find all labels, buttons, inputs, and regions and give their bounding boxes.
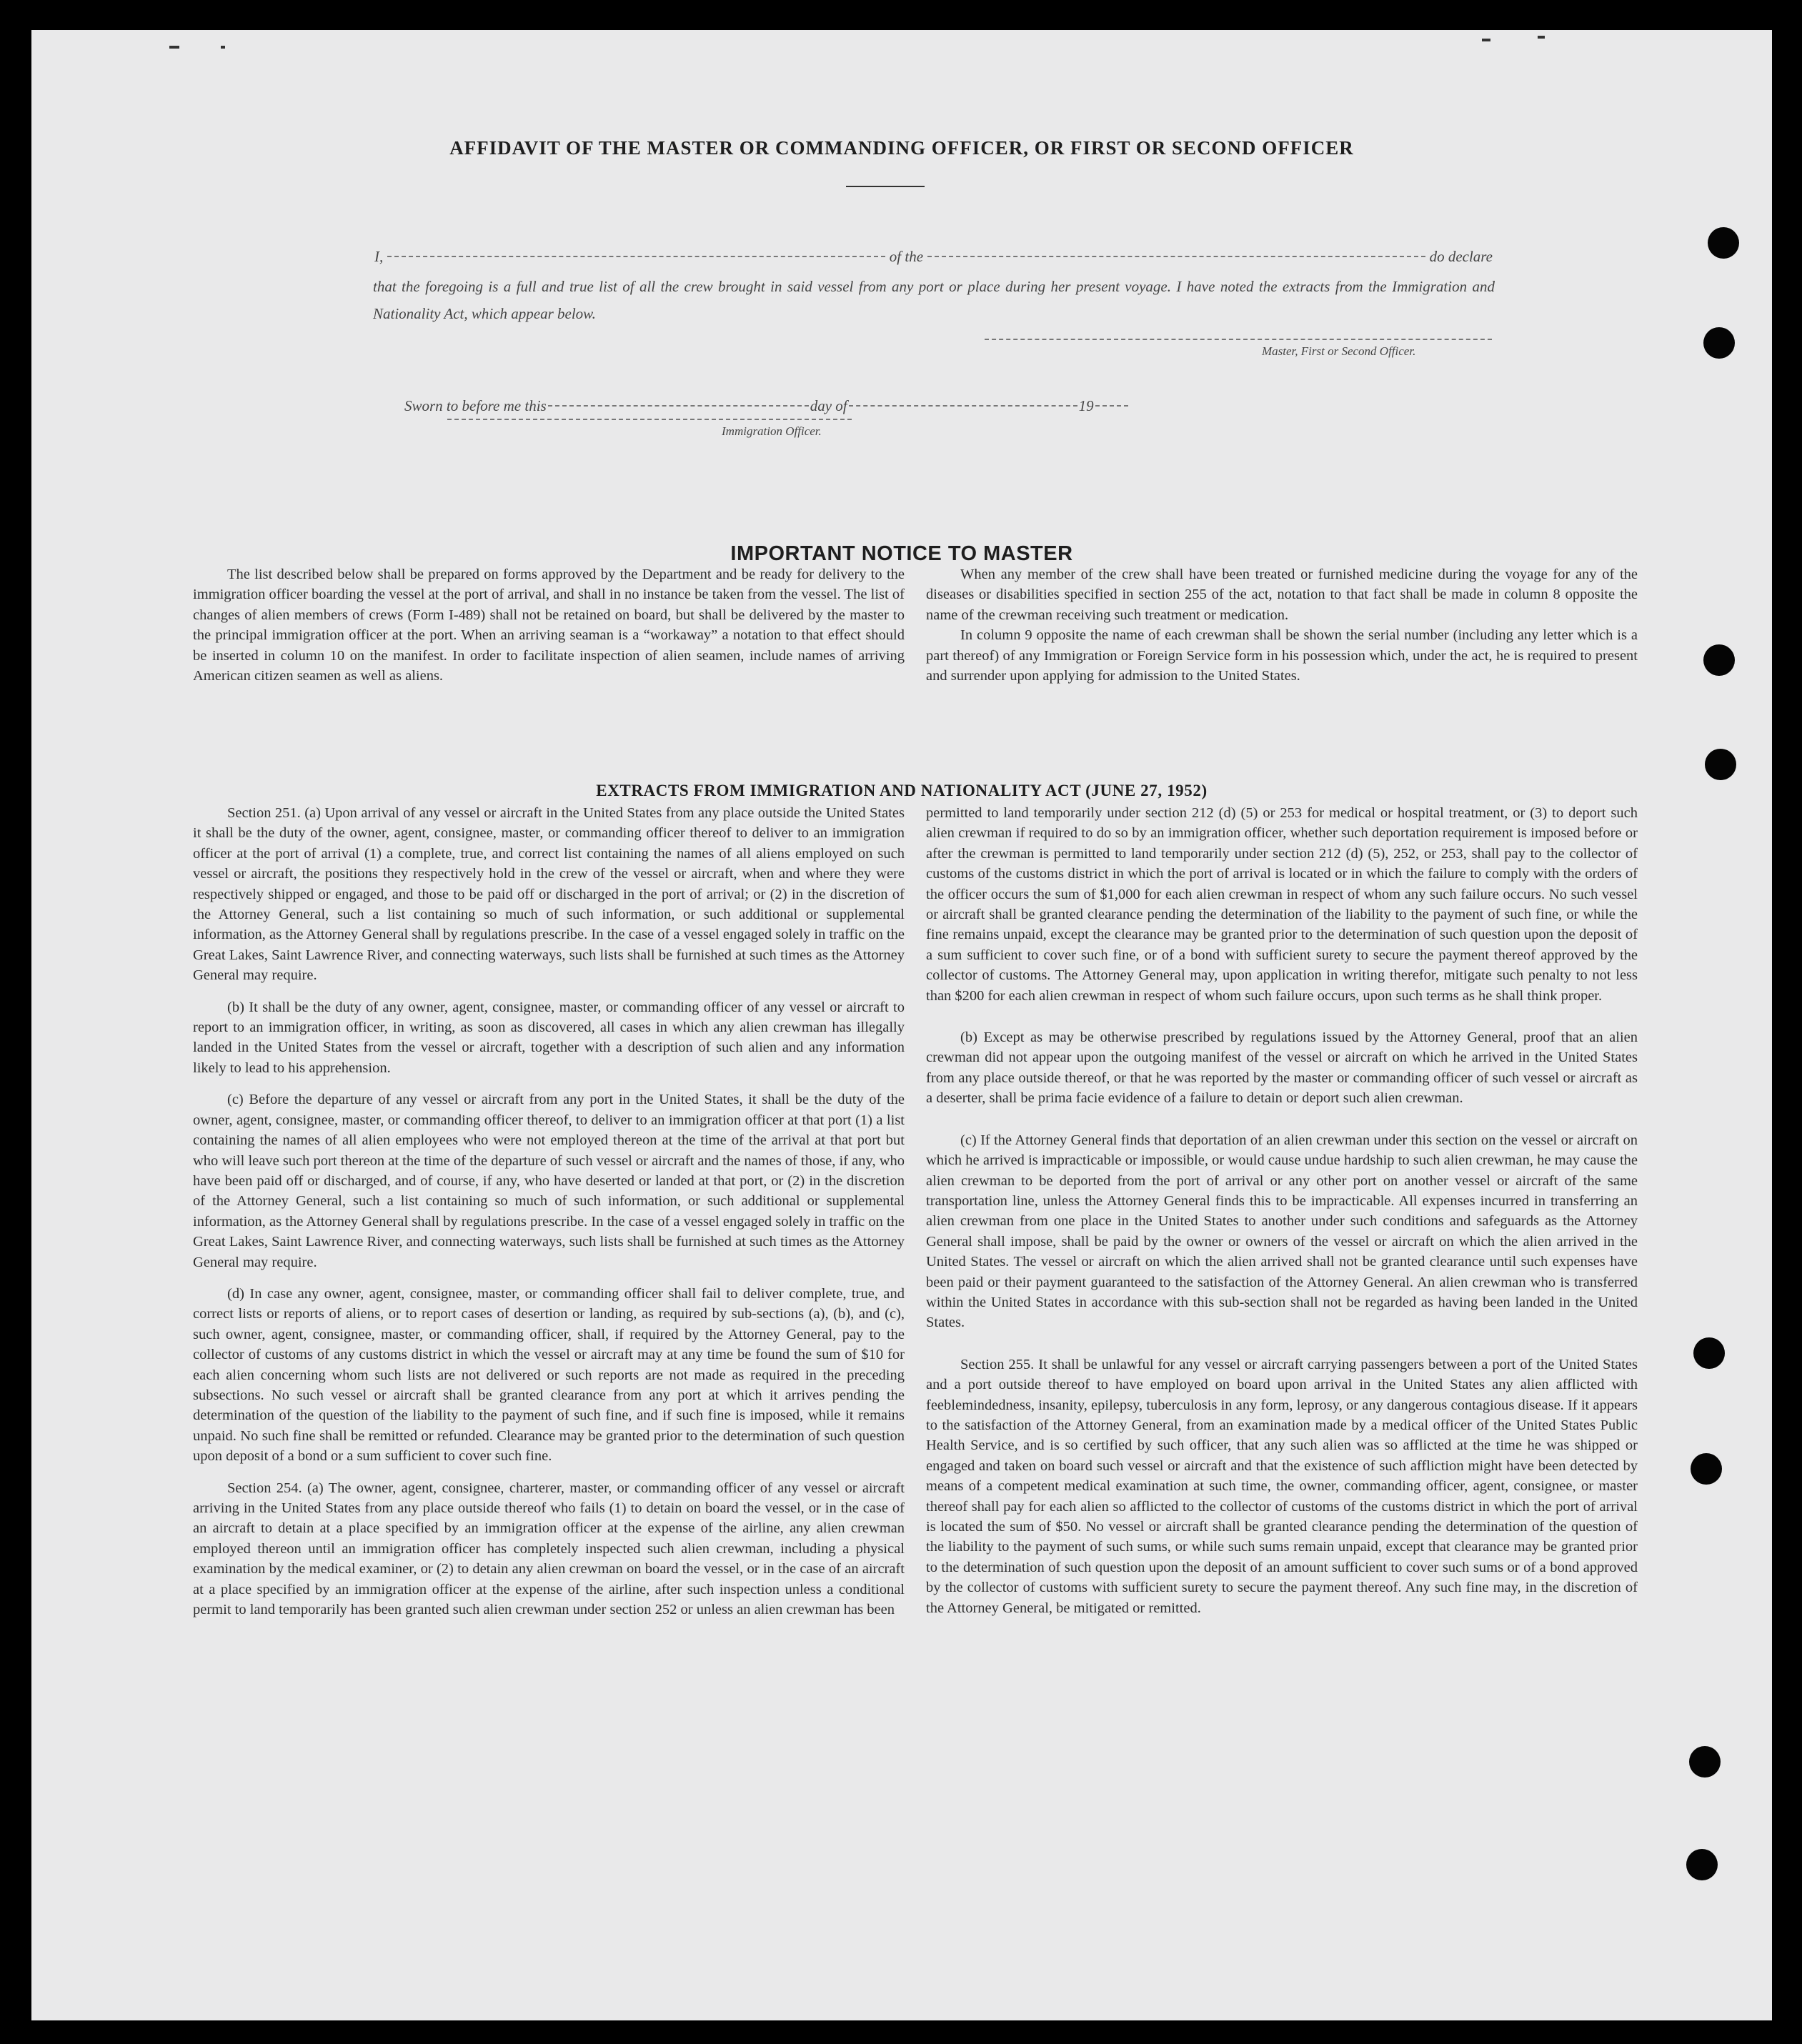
scan-speck [221, 46, 225, 49]
sworn-day-blank[interactable] [548, 405, 809, 407]
punch-hole [1708, 227, 1739, 259]
punch-hole [1703, 644, 1735, 676]
name-blank[interactable] [387, 256, 885, 257]
punch-hole [1703, 327, 1735, 359]
do-declare-label: do declare [1429, 248, 1493, 265]
sworn-year-blank[interactable] [1095, 405, 1128, 407]
vessel-blank[interactable] [927, 256, 1425, 257]
extracts-right-column [926, 803, 1638, 1618]
extracts-title: EXTRACTS FROM IMMIGRATION AND NATIONALITY ACT (JUNE 27, 1952) [596, 782, 1208, 799]
declaration-line [374, 248, 1493, 266]
affidavit-title: AFFIDAVIT OF THE MASTER OR COMMANDING OFFICER, OR FIRST OR SECOND OFFICER [449, 137, 1354, 159]
notice-title: IMPORTANT NOTICE TO MASTER [730, 542, 1073, 565]
punch-hole [1693, 1337, 1725, 1369]
year-label: 19 [1078, 397, 1094, 414]
punch-hole [1705, 749, 1736, 780]
day-of-label: day of [810, 397, 847, 414]
officer-signature-line[interactable] [447, 419, 852, 420]
section-254-a: Section 254. (a) The owner, agent, consignee, charterer, master, or commanding officer of any vessel or aircraft arriving in the United States from any place outside thereof who fails (1) to detain on board the vessel, or in the case of an aircraft to detain at a place specified by an immigration officer at the expense of the airline, any alien crewman employed thereon until an immigration officer has completely inspected such alien crewman, including a physical examination by the medical examiner, or (2) to detain any alien crewman on board the vessel, or in the case of an aircraft at a place specified by an immigration officer at the expense of the airline, after such inspection unless a conditional permit to land temporarily has been granted such alien crewman under section 252 or unless an alien crewman has been [193, 1480, 905, 1618]
scan-speck [1538, 36, 1545, 39]
sworn-line [404, 397, 1190, 415]
notice-right-column [926, 564, 1638, 686]
officer-signature-caption: Immigration Officer. [722, 424, 822, 438]
document-page [31, 30, 1772, 2020]
section-254-c: (c) If the Attorney General finds that deportation of an alien crewman under this section on the vessel or aircraft on which he arrived is impracticable or impossible, or would cause undue hardship to such alien crewman, he may cause the alien crewman to be deported from the port of arrival or any other port on another vessel or aircraft of the same transportation line, unless the Attorney General finds this to be impracticable. All expenses incurred in transferring an alien crewman from one place in the United States to another under such conditions and safeguards as the Attorney General shall impose, shall be paid by the owner or owners of the vessel or aircraft on which the alien arrived in the United States. The vessel or aircraft on which the alien arrived shall not be granted clearance until such expenses have been paid or their payment guaranteed to the satisfaction of the Attorney General. An alien crewman who is transferred within the United States in accordance with this sub-section shall not be regarded as having been landed in the United States. [926, 1132, 1638, 1331]
master-signature-line[interactable] [985, 339, 1492, 340]
section-251-a: Section 251. (a) Upon arrival of any vessel or aircraft in the United States from any place outside the United States it shall be the duty of the owner, agent, consignee, master, or commanding officer thereof to deliver to an immigration officer at the port of arrival (1) a complete, true, and correct list containing the names of all aliens employed on such vessel or aircraft, the positions they respectively hold in the crew of the vessel or aircraft, when and where they were respectively shipped or engaged, and those to be paid off or discharged in the port of arrival; or (2) in the discretion of the Attorney General, such a list containing so much of such information, or such additional or supplemental information, as the Attorney General shall by regulations prescribe. In the case of a vessel engaged solely in traffic on the Great Lakes, Saint Lawrence River, and connecting waterways, such lists shall be furnished at such times as the Attorney General may require. [193, 805, 905, 984]
notice-paragraph: In column 9 opposite the name of each crewman shall be shown the serial number (including any letter which is a part thereof) of any Immigration or Foreign Service form in his possession which, under the act, he is required to present and surrender upon applying for admission to the United States. [926, 627, 1638, 684]
extracts-left-column [193, 803, 905, 1620]
of-the-label: of the [889, 248, 924, 265]
sworn-label: Sworn to before me this [404, 397, 547, 414]
sworn-month-blank[interactable] [849, 405, 1077, 407]
section-255: Section 255. It shall be unlawful for any vessel or aircraft carrying passengers between a port of the United States and a port outside thereof to have employed on board upon arrival in the United States any alien afflicted with feeblemindedness, insanity, epilepsy, tuberculosis in any form, leprosy, or any dangerous contagious disease. If it appears to the satisfaction of the Attorney General, from an examination made by a medical officer of the United States Public Health Service, and is so certified by such officer, that any such alien was so afflicted at the time he was shipped or engaged and taken on board such vessel or aircraft and that the existence of such affliction might have been detected by means of a competent medical examination at such time, the owner, commanding officer, agent, consignee, or master thereof shall pay for each alien so afflicted to the collector of customs of the customs district in which the port of arrival is located the sum of $50. No vessel or aircraft shall be granted clearance pending the determination of the question of the liability to the payment of such sums, or while such sums remain unpaid, except that clearance may be granted prior to the determination of such question upon the deposit of an amount sufficient to cover such sums or of a bond approved by the collector of customs with sufficient surety to secure the payment thereof. Any such fine may, in the discretion of the Attorney General, be mitigated or remitted. [926, 1356, 1638, 1616]
section-251-c: (c) Before the departure of any vessel or aircraft from any port in the United States, it shall be the duty of the owner, agent, consignee, master, or commanding officer thereof, to deliver to an immigration officer at that port (1) a list containing the names of all alien employees who were not employed thereon at the time of the arrival at that port but who will leave such port thereon at the time of the departure of such vessel or aircraft and the names of those, if any, who have been paid off or discharged, and of course, if any, who have deserted or landed at that port, or (2) in the discretion of the Attorney General, such a list containing so much of such information, or such additional or supplemental information, as the Attorney General shall by regulations prescribe. In the case of a vessel engaged solely in traffic on the Great Lakes, Saint Lawrence River, and connecting waterways, such lists shall be furnished at such times as the Attorney General may require. [193, 1092, 905, 1270]
notice-paragraph: When any member of the crew shall have been treated or furnished medicine during the voyage for any of the diseases or disabilities specified in section 255 of the act, notation to that fact shall be made in column 8 opposite the name of the crewman receiving such treatment or medication. [926, 567, 1638, 623]
punch-hole [1691, 1453, 1722, 1485]
scan-speck [1482, 39, 1490, 41]
title-rule [846, 186, 925, 187]
section-251-d: (d) In case any owner, agent, consignee, master, or commanding officer shall fail to deliver complete, true, and correct lists or reports of aliens, or to report cases of desertion or landing, as required by sub-sections (a), (b), and (c), such owner, agent, consignee, master, or commanding officer, shall, if required by the Attorney General, pay to the collector of customs of any customs district in which the vessel or aircraft may at any time be found the sum of $10 for each alien concerning whom such lists are not delivered or such reports are not made as required in the preceding subsections. No such vessel or aircraft shall be granted clearance from any port at which it arrives pending the determination of the question of the liability to the payment of such fine, and if such fine is imposed, while it remains unpaid. No such fine shall be remitted or refunded. Clearance may be granted prior to the determination of such question upon deposit of a bond or a sum sufficient to cover such fine. [193, 1285, 905, 1465]
notice-left-column [193, 564, 905, 686]
punch-hole [1686, 1849, 1718, 1880]
i-label: I, [374, 248, 384, 265]
punch-hole [1689, 1746, 1721, 1778]
scan-speck [169, 46, 179, 49]
master-signature-caption: Master, First or Second Officer. [1262, 344, 1416, 358]
notice-paragraph: The list described below shall be prepared on forms approved by the Department and be ready for delivery to the immigration officer boarding the vessel at the port of arrival, and shall in no instance be taken from the vessel. The list of changes of alien members of crews (Form I-489) shall not be retained on board, but shall be delivered by the master to the principal immigration officer at the port. When an arriving seaman is a “workaway” a notation to that effect should be inserted in column 10 on the manifest. In order to facilitate inspection of alien seamen, include names of arriving American citizen seamen as well as aliens. [193, 567, 905, 684]
section-254-b: (b) Except as may be otherwise prescribed by regulations issued by the Attorney General, proof that an alien crewman did not appear upon the outgoing manifest of the vessel or aircraft on which he arrived in the United States from any place outside thereof, or that he was reported by the master or commanding officer of such vessel or aircraft as a deserter, shall be prima facie evidence of a failure to detain or deport such alien crewman. [926, 1030, 1638, 1107]
section-254-a-continued: permitted to land temporarily under section 212 (d) (5) or 253 for medical or hospital treatment, or (3) to deport such alien crewman if required to do so by an immigration officer, whether such deportation requirement is imposed before or after the crewman is permitted to land temporarily under section 212 (d) (5), 252, or 253, shall pay to the collector of customs of the customs district in which the port of arrival is located or in which the failure to comply with the orders of the officer occurs the sum of $1,000 for each alien crewman in respect of whom any such failure occurs. No such vessel or aircraft shall be granted clearance pending the determination of the liability to the payment of such fine, or while the fine remains unpaid, except the clearance may be granted prior to the determination of such question upon the deposit of a sum sufficient to cover such fine, or of a bond with sufficient surety to secure the payment thereof approved by the collector of customs. The Attorney General may, upon application in writing therefor, mitigate such penalty to not less than $200 for each alien crewman in respect of whom such failure occurs, upon such terms as he shall think proper. [926, 805, 1638, 1004]
section-251-b: (b) It shall be the duty of any owner, agent, consignee, master, or commanding officer of any vessel or aircraft to report to an immigration officer, in writing, as soon as discovered, all cases in which any alien crewman has illegally landed in the United States from the vessel or aircraft, together with a description of such alien and any information likely to lead to his apprehension. [193, 999, 905, 1076]
declaration-text: that the foregoing is a full and true list of all the crew brought in said vessel from any port or place during her present voyage. I have noted the extracts from the Immigration and Nationality Act, which appear below. [373, 278, 1495, 322]
